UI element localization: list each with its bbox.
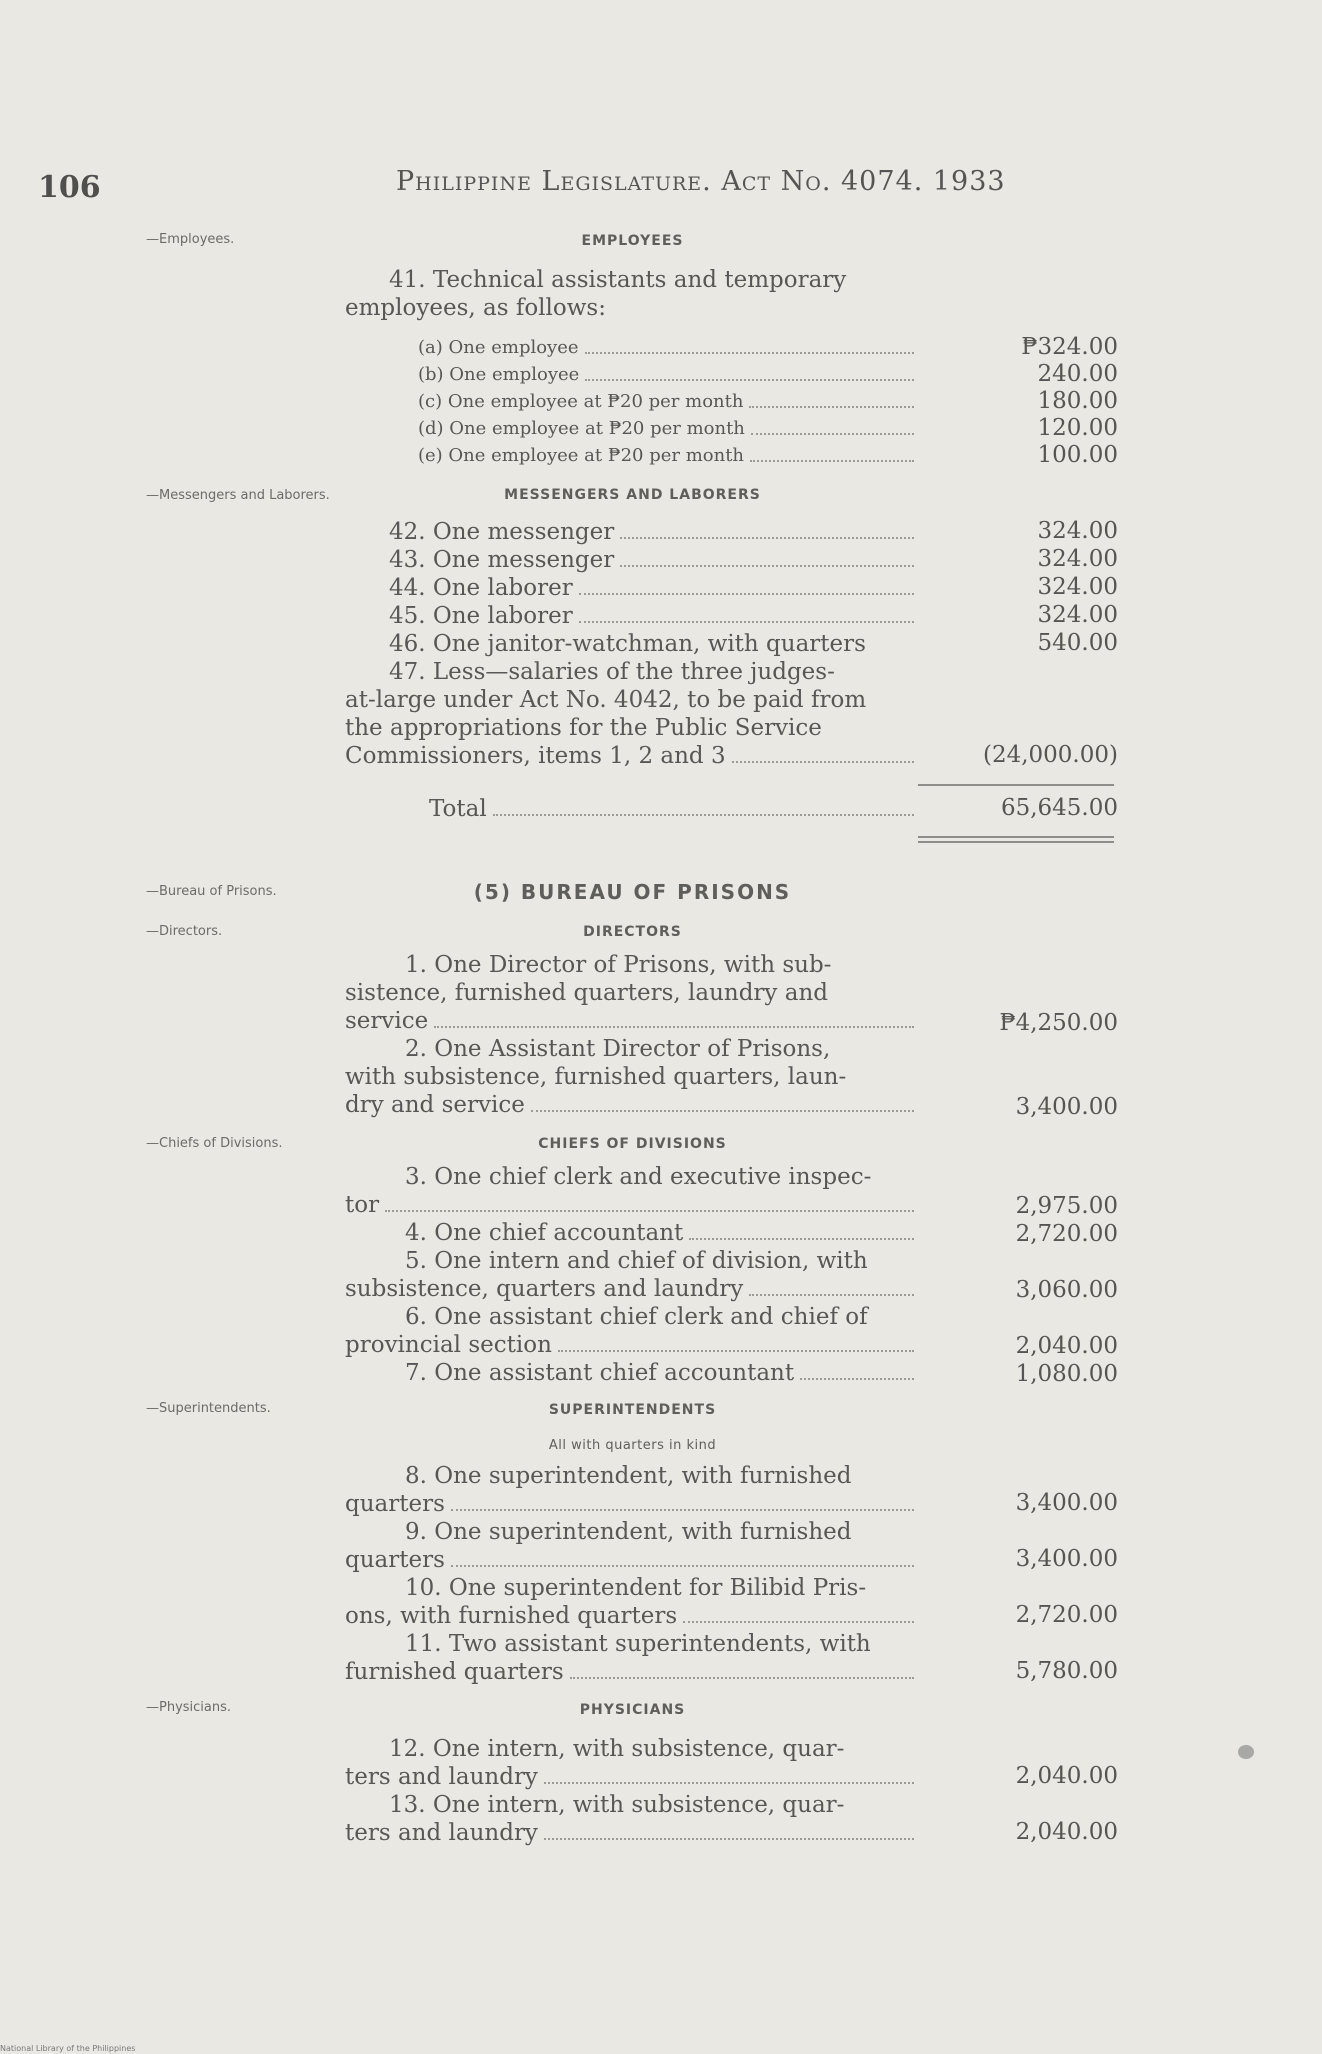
scan-footer: National Library of the Philippines — [0, 2044, 136, 2053]
dot-leader — [531, 1110, 914, 1112]
dot-leader — [544, 1838, 914, 1840]
amount: 2,040.00 — [1015, 1763, 1118, 1789]
section-heading-directors: DIRECTORS — [583, 924, 682, 940]
prisons-items: 1. One Director of Prisons, with sub- sistence, furnished quarters, laundry and service 2. One Assistant Director of Prisons, with subsistence, furnished quarters, laun- dry and service — [345, 951, 920, 1119]
margin-note-bureau: —Bureau of Prisons. — [146, 884, 277, 899]
running-head: Philippine Legislature. Act No. 4074. 1933 — [396, 166, 1006, 197]
amount: 3,400.00 — [1015, 1094, 1118, 1120]
item-41-line-2: employees, as follows: — [345, 295, 606, 321]
dot-leader — [451, 1565, 914, 1567]
section-heading-employees: EMPLOYEES — [581, 233, 684, 249]
dot-leader — [493, 814, 914, 816]
item-47-line-1: 47. Less—salaries of the three judges- — [389, 659, 835, 685]
dot-leader — [579, 593, 914, 595]
amount: 5,780.00 — [1015, 1658, 1118, 1684]
total-double-rule — [918, 836, 1114, 843]
sub-item: (a) One employee — [418, 334, 920, 361]
item-43: 43. One messenger — [345, 546, 920, 574]
sum-rule — [918, 784, 1114, 786]
amount: 120.00 — [1037, 415, 1118, 441]
amount: 540.00 — [1037, 630, 1118, 656]
item-41 — [345, 266, 920, 322]
amount: ₱324.00 — [1021, 334, 1118, 360]
total-line — [345, 795, 920, 823]
amount: ₱4,250.00 — [999, 1010, 1118, 1036]
margin-note-superintendents: —Superintendents. — [146, 1401, 271, 1416]
total-label: Total — [429, 796, 487, 822]
messenger-items — [345, 518, 920, 770]
physician-items: 12. One intern, with subsistence, quar- ters and laundry 13. One intern, with subsistence, quar- ters and laundry — [345, 1735, 920, 1847]
page-number: 106 — [38, 170, 101, 205]
item-45: 45. One laborer — [345, 602, 920, 630]
section-heading-chiefs: CHIEFS OF DIVISIONS — [538, 1136, 727, 1152]
paper-speck — [1238, 1745, 1254, 1759]
dot-leader — [800, 1378, 914, 1380]
item-44: 44. One laborer — [345, 574, 920, 602]
dot-leader — [434, 1026, 914, 1028]
amount: 324.00 — [1037, 546, 1118, 572]
amount: 180.00 — [1037, 388, 1118, 414]
item-41-line-1: 41. Technical assistants and temporary — [389, 267, 847, 293]
dot-leader — [751, 433, 914, 435]
dot-leader — [585, 379, 914, 381]
amount: 3,400.00 — [1015, 1546, 1118, 1572]
item-42: 42. One messenger — [345, 518, 920, 546]
dot-leader — [620, 537, 914, 539]
section-heading-bureau: (5) BUREAU OF PRISONS — [473, 880, 792, 904]
section-heading-superintendents: SUPERINTENDENTS — [548, 1402, 717, 1418]
margin-note-messengers: —Messengers and Laborers. — [146, 488, 330, 503]
dot-leader — [749, 1294, 914, 1296]
dot-leader — [385, 1210, 914, 1212]
dot-leader — [558, 1350, 914, 1352]
amount: 2,040.00 — [1015, 1333, 1118, 1359]
amount: 2,040.00 — [1015, 1819, 1118, 1845]
margin-note-physicians: —Physicians. — [146, 1700, 232, 1715]
dot-leader — [579, 621, 914, 623]
amount: 2,975.00 — [1015, 1193, 1118, 1219]
amount: 240.00 — [1037, 361, 1118, 387]
superintendents-note: All with quarters in kind — [548, 1438, 717, 1453]
amount: 324.00 — [1037, 574, 1118, 600]
section-heading-physicians: PHYSICIANS — [579, 1702, 686, 1718]
dot-leader — [570, 1677, 914, 1679]
section-heading-messengers: MESSENGERS AND LABORERS — [504, 487, 761, 503]
dot-leader — [732, 761, 914, 763]
amount: 1,080.00 — [1015, 1361, 1118, 1387]
item-47-line-3: the appropriations for the Public Service — [345, 715, 822, 741]
sub-item: (d) One employee at ₱20 per month — [418, 415, 920, 442]
dot-leader — [620, 565, 914, 567]
margin-note-directors: —Directors. — [146, 924, 223, 939]
dot-leader — [451, 1509, 914, 1511]
sub-item: (c) One employee at ₱20 per month — [418, 388, 920, 415]
amount: 324.00 — [1037, 518, 1118, 544]
item-46: 46. One janitor-watchman, with quarters — [389, 631, 866, 657]
sub-item: (b) One employee — [418, 361, 920, 388]
chiefs-items: 3. One chief clerk and executive inspec- tor 4. One chief accountant 5. One intern and chief of division, with subsistence, quarters and laundry 6. One assistant chief clerk and chief of provincial section 7. One assistant chief accountant — [345, 1163, 920, 1387]
amount: 2,720.00 — [1015, 1221, 1118, 1247]
amount: 2,720.00 — [1015, 1602, 1118, 1628]
dot-leader — [749, 406, 914, 408]
item-47-line-4: Commissioners, items 1, 2 and 3 — [345, 742, 920, 770]
dot-leader — [544, 1782, 914, 1784]
item-47-line-2: at-large under Act No. 4042, to be paid from — [345, 687, 867, 713]
superintendent-items: 8. One superintendent, with furnished quarters 9. One superintendent, with furnished quarters 10. One superintendent for Bilibid Pris- ons, with furnished quarters 11. Two assistant superintendents, with furnished quarters — [345, 1462, 920, 1686]
dot-leader — [689, 1238, 914, 1240]
amount-item-47: (24,000.00) — [982, 742, 1118, 768]
amount: 3,060.00 — [1015, 1277, 1118, 1303]
dot-leader — [585, 352, 914, 354]
sub-item: (e) One employee at ₱20 per month — [418, 442, 920, 469]
margin-note-chiefs: —Chiefs of Divisions. — [146, 1136, 283, 1151]
dot-leader — [683, 1621, 914, 1623]
dot-leader — [750, 460, 914, 462]
margin-note-employees: —Employees. — [146, 232, 235, 247]
sub-item-list — [418, 334, 920, 469]
total-amount: 65,645.00 — [1000, 795, 1118, 821]
amount: 324.00 — [1037, 602, 1118, 628]
amount: 100.00 — [1037, 442, 1118, 468]
amount: 3,400.00 — [1015, 1490, 1118, 1516]
